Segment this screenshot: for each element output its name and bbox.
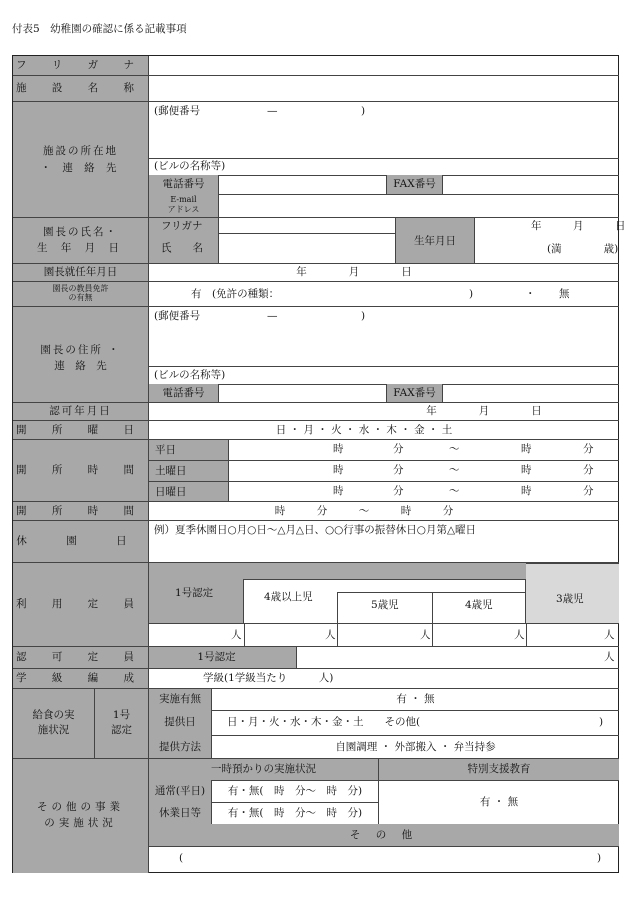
hours-saturday-fun1: 分 bbox=[393, 464, 404, 476]
dir-phone-label: 電話番号 bbox=[149, 384, 219, 403]
hours-weekday-fun2: 分 bbox=[583, 443, 594, 455]
meal-impl-label: 実施有無 bbox=[149, 689, 212, 710]
dir-postal-dash: — bbox=[267, 310, 278, 322]
capacity-block bbox=[149, 562, 619, 646]
label-meal-line2: 施状況 bbox=[37, 724, 70, 736]
hours-weekday-label: 平日 bbox=[149, 440, 229, 460]
label-license-line2: の有無 bbox=[68, 293, 93, 302]
holidays-block[interactable] bbox=[149, 520, 619, 562]
hours-weekday-ji2: 時 bbox=[521, 443, 532, 455]
dir-building-label: (ビルの名称等) bbox=[154, 369, 226, 381]
label-meal-cert-line2: 認定 bbox=[111, 724, 132, 736]
capacity-age4-unit[interactable]: 人 bbox=[514, 629, 525, 641]
postal-label: (郵便番号 bbox=[154, 105, 201, 117]
email-label-line1: E-mail bbox=[170, 195, 197, 204]
meal-method-value[interactable]: 自園調理 ・ 外部搬入 ・ 弁当持参 bbox=[335, 740, 496, 753]
approval-date-value[interactable]: 年 月 日 bbox=[149, 402, 619, 420]
hours-saturday-label: 土曜日 bbox=[149, 460, 229, 481]
label-license bbox=[13, 281, 149, 306]
others-header: そ の 他 bbox=[149, 824, 619, 846]
director-sub-labels bbox=[149, 218, 219, 264]
label-director-start: 園長就任年月日 bbox=[13, 263, 149, 281]
label-other-line1: その他の事業 bbox=[37, 801, 124, 813]
label-capacity: 利 用 定 員 bbox=[13, 562, 149, 646]
approved-capacity-row bbox=[149, 646, 619, 668]
meal-days-label: 提供日 bbox=[149, 710, 212, 735]
meal-block bbox=[149, 688, 619, 758]
page-title: 付表5 幼稚園の確認に係る記載事項 bbox=[12, 23, 187, 35]
hours-sunday-fun2: 分 bbox=[583, 485, 594, 497]
capacity-age3-header bbox=[526, 563, 619, 623]
furigana-input[interactable] bbox=[149, 56, 619, 75]
label-director bbox=[13, 217, 149, 263]
label-approval-date: 認可年月日 bbox=[13, 402, 149, 420]
special-support-header: 特別支援教育 bbox=[379, 759, 619, 780]
label-director-address-line1: 園長の住所 ・ bbox=[40, 344, 121, 356]
open-days-value[interactable]: 日 ・ 月 ・ 火 ・ 水 ・ 木 ・ 金 ・ 土 bbox=[149, 420, 619, 439]
hours-weekday-tilde: 〜 bbox=[449, 443, 460, 455]
director-address-block bbox=[149, 306, 619, 402]
label-class-org: 学 級 編 成 bbox=[13, 668, 149, 688]
license-close: ) bbox=[469, 288, 474, 300]
hours-saturday-ji2: 時 bbox=[521, 464, 532, 476]
hours-sunday-fun1: 分 bbox=[393, 485, 404, 497]
hours-sunday-tilde: 〜 bbox=[449, 485, 460, 497]
dir-phone-input[interactable] bbox=[219, 384, 386, 403]
label-meal-cert bbox=[95, 688, 149, 758]
email-label-line2: アドレス bbox=[167, 205, 200, 214]
holiday-example: 例）夏季休園日○月○日〜△月△日、○○行事の振替休日○月第△曜日 bbox=[154, 524, 477, 536]
label-holidays: 休 園 日 bbox=[13, 520, 149, 562]
capacity-age3-label: 3歳児 bbox=[556, 593, 584, 605]
label-other-business bbox=[13, 758, 149, 873]
special-support-value[interactable]: 有 ・ 無 bbox=[479, 795, 519, 808]
director-start-date[interactable]: 年 月 日 bbox=[149, 263, 619, 281]
label-address-line2: ・ 連 絡 先 bbox=[40, 162, 121, 174]
label-open-hours: 開 所 時 間 bbox=[13, 439, 149, 501]
postal-close: ) bbox=[361, 105, 366, 117]
hours-saturday-ji1: 時 bbox=[333, 464, 344, 476]
hours-saturday-fun2: 分 bbox=[583, 464, 594, 476]
fax-label: FAX番号 bbox=[386, 175, 443, 194]
form-table bbox=[12, 55, 626, 873]
hours-sunday-label: 日曜日 bbox=[149, 481, 229, 502]
approved-unit[interactable]: 人 bbox=[604, 651, 615, 663]
label-approved-capacity: 認 可 定 員 bbox=[13, 646, 149, 668]
license-no: 無 bbox=[559, 288, 570, 300]
capacity-age5-unit[interactable]: 人 bbox=[420, 629, 431, 641]
capacity-over4-header bbox=[244, 579, 526, 623]
label-director-line1: 園長の氏名・ bbox=[43, 226, 118, 238]
hours-weekday-ji1: 時 bbox=[333, 443, 344, 455]
director-name-label: 氏 名 bbox=[161, 242, 203, 254]
hours-weekday-fun1: 分 bbox=[393, 443, 404, 455]
dir-postal-close: ) bbox=[361, 310, 366, 322]
email-input[interactable] bbox=[219, 194, 619, 218]
license-dot: ・ bbox=[525, 288, 536, 300]
other-normal-label: 通常(平日) bbox=[149, 780, 212, 802]
capacity-age5-label: 5歳児 bbox=[371, 599, 399, 611]
meal-impl-value[interactable]: 有 ・ 無 bbox=[396, 693, 435, 706]
capacity-cert1-unit[interactable]: 人 bbox=[231, 629, 242, 641]
facility-name-input[interactable] bbox=[149, 75, 619, 101]
hours-sunday-ji2: 時 bbox=[521, 485, 532, 497]
other-holiday-value[interactable]: 有・無( 時 分〜 時 分) bbox=[212, 802, 379, 824]
capacity-cert1-label: 1号認定 bbox=[175, 587, 214, 599]
birth-ymd: 年 月 日 bbox=[531, 220, 626, 232]
temp-care-header: 一時預かりの実施状況 bbox=[149, 759, 379, 780]
label-open-hours-2: 開 所 時 間 bbox=[13, 501, 149, 520]
license-yes: 有 (免許の種類： bbox=[191, 288, 280, 300]
meal-days-value[interactable]: 日・月・火・水・木・金・土 その他( bbox=[227, 716, 421, 728]
class-org-value[interactable]: 学級(1学級当たり 人) bbox=[149, 668, 619, 688]
capacity-age3-unit[interactable]: 人 bbox=[604, 629, 615, 641]
fax-input[interactable] bbox=[443, 175, 619, 194]
other-business-block bbox=[149, 758, 619, 873]
label-address-line1: 施設の所在地 bbox=[43, 145, 118, 157]
label-address bbox=[13, 101, 149, 217]
label-meal-cert-line1: 1号 bbox=[112, 709, 131, 721]
dir-fax-label: FAX番号 bbox=[386, 384, 443, 403]
capacity-age4-label: 4歳児 bbox=[465, 599, 493, 611]
hours-sunday-ji1: 時 bbox=[333, 485, 344, 497]
open-hours-block bbox=[149, 439, 619, 501]
others-paren-close: ) bbox=[597, 852, 602, 864]
director-block bbox=[149, 217, 626, 263]
label-other-line2: の実施状況 bbox=[44, 817, 117, 829]
dir-postal-label: (郵便番号 bbox=[154, 310, 201, 322]
others-paren-open: ( bbox=[179, 852, 184, 864]
label-director-line2: 生 年 月 日 bbox=[36, 242, 124, 254]
other-holiday-label: 休業日等 bbox=[149, 802, 212, 824]
director-furigana-label: フリガナ bbox=[161, 220, 203, 232]
license-row bbox=[149, 281, 619, 306]
capacity-cert1-header bbox=[149, 579, 244, 623]
label-facility-name: 施 設 名 称 bbox=[13, 75, 149, 101]
approved-cert1-label: 1号認定 bbox=[149, 647, 297, 668]
capacity-over4-unit[interactable]: 人 bbox=[325, 629, 336, 641]
building-label: (ビルの名称等) bbox=[154, 160, 226, 172]
hours-saturday-tilde: 〜 bbox=[449, 464, 460, 476]
meal-days-close: ) bbox=[599, 716, 604, 728]
label-meal bbox=[13, 688, 95, 758]
postal-dash: — bbox=[267, 105, 278, 117]
capacity-age-split bbox=[337, 592, 526, 624]
phone-label: 電話番号 bbox=[149, 175, 219, 194]
label-director-address bbox=[13, 306, 149, 402]
label-open-days: 開 所 曜 日 bbox=[13, 420, 149, 439]
capacity-over4-label: 4歳以上児 bbox=[264, 591, 313, 603]
label-license-line1: 園長の教員免許 bbox=[52, 284, 109, 293]
meal-method-label: 提供方法 bbox=[149, 735, 212, 759]
phone-input[interactable] bbox=[219, 175, 386, 194]
birth-age: (満 歳) bbox=[547, 243, 619, 255]
other-normal-value[interactable]: 有・無( 時 分〜 時 分) bbox=[212, 780, 379, 802]
email-label bbox=[149, 194, 219, 218]
facility-address-block bbox=[149, 101, 619, 217]
label-furigana: フ リ ガ ナ bbox=[13, 56, 149, 75]
director-furigana-input[interactable] bbox=[219, 218, 395, 234]
label-meal-line1: 給食の実 bbox=[32, 709, 75, 721]
label-director-address-line2: 連 絡 先 bbox=[54, 360, 107, 372]
dir-fax-input[interactable] bbox=[443, 384, 619, 403]
birth-label: 生年月日 bbox=[395, 218, 475, 264]
director-name-input[interactable] bbox=[219, 234, 395, 264]
open-hours-2-value[interactable]: 時 分 〜 時 分 bbox=[149, 501, 619, 520]
